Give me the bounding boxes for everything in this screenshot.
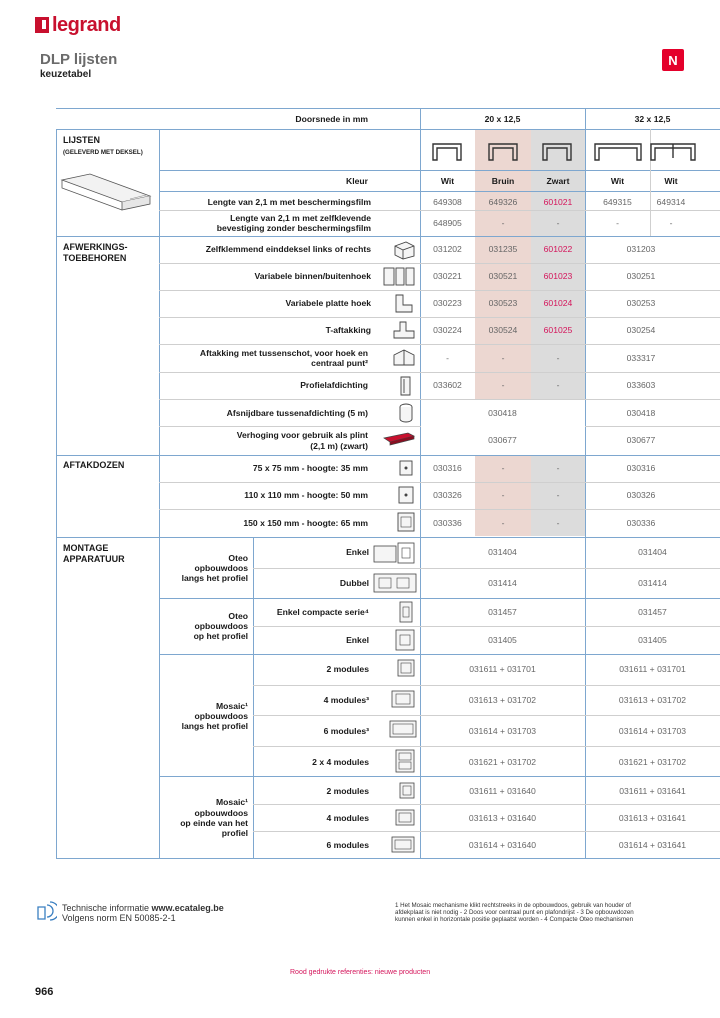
ref: - <box>501 463 505 473</box>
footnote-line-3: kunnen enkel in horizontale positie geplaatst worden - 4 Compacte Oteo mechanismen <box>395 916 634 923</box>
row-tussenschot-label-1: Aftakking met tussenschot, voor hoek en <box>199 348 368 358</box>
new-badge: N <box>662 49 684 71</box>
ref: 649326 <box>488 197 518 207</box>
ref: - <box>669 218 673 228</box>
row-verhoging-label-1: Verhoging voor gebruik als plint <box>236 430 368 440</box>
legrand-logo-text: legrand <box>52 13 121 36</box>
ref: 031611 + 031640 <box>469 786 536 796</box>
mosaic1-label-2: opbouwdoos <box>194 711 248 721</box>
ref: - <box>556 353 560 363</box>
ref: 031457 <box>488 607 517 617</box>
norm-text: Volgens norm EN 50085-2-1 <box>62 913 176 923</box>
ref: 030677 <box>488 435 517 445</box>
section-afwerking-2: TOEBEHOREN <box>63 253 127 263</box>
montage-row-label: Dubbel <box>339 578 369 588</box>
row-profiel-label: Profielafdichting <box>300 380 368 390</box>
profile-zwart-icon <box>540 140 574 162</box>
junction-box-110-icon <box>397 485 415 505</box>
ref: 031614 + 031641 <box>618 840 687 850</box>
section-aftakdozen: AFTAKDOZEN <box>63 460 125 470</box>
ref: 030418 <box>626 408 656 418</box>
technical-info <box>62 903 224 913</box>
ref: 030316 <box>433 463 462 473</box>
skirting-extension-icon <box>382 430 416 448</box>
ref: 030254 <box>626 325 656 335</box>
ref: 649315 <box>603 197 632 207</box>
ref: 030251 <box>626 271 656 281</box>
color-zwart: Zwart <box>546 176 570 186</box>
color-wit-2: Wit <box>610 176 625 186</box>
row-doos150-label: 150 x 150 mm - hoogte: 65 mm <box>243 518 368 528</box>
ref: 033603 <box>626 380 656 390</box>
mosaic2-label-3: op einde van het <box>180 818 248 828</box>
ref: 031404 <box>488 547 517 557</box>
ref: 649314 <box>656 197 686 207</box>
ref: 030224 <box>433 325 462 335</box>
ref: 031203 <box>626 244 656 254</box>
ref-new: 601021 <box>543 197 573 207</box>
mosaic-6-modules-icon <box>388 718 418 742</box>
ref: 030253 <box>626 298 656 308</box>
oteo2-label-1: Oteo <box>228 611 248 621</box>
section-afwerking-1: AFWERKINGS- <box>63 242 128 252</box>
oteo-compact-icon <box>398 600 414 624</box>
ref: - <box>501 353 505 363</box>
row-lengte2-label-1: Lengte van 2,1 m met zelfklevende <box>230 213 371 223</box>
ref: - <box>616 218 619 228</box>
ref: 031414 <box>638 578 667 588</box>
montage-row-label: 2 x 4 modules <box>312 757 369 767</box>
color-label: Kleur <box>346 176 368 186</box>
mosaic1-label-3: langs het profiel <box>181 721 248 731</box>
ref: - <box>556 380 560 390</box>
ref: - <box>501 518 505 528</box>
ref: - <box>501 490 505 500</box>
junction-box-150-icon <box>396 511 416 533</box>
section-montage-1: MONTAGE <box>63 543 109 553</box>
montage-row-label: 4 modules³ <box>323 695 369 705</box>
ref-new: 601023 <box>543 271 573 281</box>
ref: 030336 <box>433 518 462 528</box>
ref: 031202 <box>433 244 462 254</box>
ref: 030223 <box>433 298 462 308</box>
end-cap-icon <box>392 240 416 260</box>
ref: 031614 + 031703 <box>618 726 687 736</box>
ref: 030221 <box>433 271 462 281</box>
oteo-single-box-icon <box>372 541 418 565</box>
profile-32-divided-icon <box>648 140 698 162</box>
ref: 031621 + 031702 <box>468 757 537 767</box>
section-montage-2: APPARATUUR <box>63 554 125 564</box>
row-lengte2-label-2: bevestiging zonder beschermingsfilm <box>216 223 371 233</box>
mosaic-end-2-modules-icon <box>398 780 416 802</box>
ref: 030326 <box>433 490 462 500</box>
oteo1-label-2: opbouwdoos <box>194 563 248 573</box>
size-20: 20 x 12,5 <box>484 114 521 124</box>
montage-row-label: Enkel <box>346 635 369 645</box>
divider-branch-icon <box>392 347 416 369</box>
montage-row-label: Enkel compacte serie⁴ <box>276 607 369 617</box>
table-top-rule <box>56 108 720 109</box>
oteo2-label-3: op het profiel <box>193 631 248 641</box>
technical-info-prefix: Technische informatie <box>62 903 152 913</box>
montage-row-label: 6 modules <box>326 840 369 850</box>
footnote-line-2: afdekplaat is niet nodig - 2 Doos voor centraal punt en plafondrijst - 3 De opbouwdozen <box>395 909 634 916</box>
ref: 030521 <box>488 271 518 281</box>
row-tussenschot-label-2: centraal punt² <box>311 358 368 368</box>
ref: - <box>556 218 560 228</box>
page-subtitle: keuzetabel <box>40 69 92 80</box>
mosaic-2-modules-icon <box>396 657 416 681</box>
ref: 030336 <box>626 518 656 528</box>
trunking-image <box>60 172 152 214</box>
profile-wit-icon <box>430 140 464 162</box>
montage-row-label: 2 modules <box>326 786 369 796</box>
ref: - <box>556 490 560 500</box>
ref: 031613 + 031640 <box>468 813 537 823</box>
ref-new: 601022 <box>543 244 573 254</box>
ref: - <box>556 463 560 473</box>
ref: 033602 <box>433 380 462 390</box>
ref: 031614 + 031640 <box>468 840 537 850</box>
ref: 031611 + 031701 <box>619 664 686 674</box>
seal-roll-icon <box>397 402 415 424</box>
ref: - <box>446 353 449 363</box>
mosaic-end-4-modules-icon <box>394 807 416 829</box>
ref: 031621 + 031702 <box>618 757 687 767</box>
ref: 031404 <box>638 547 667 557</box>
mosaic2-label-4: profiel <box>221 828 248 838</box>
cross-section-label: Doorsnede in mm <box>295 114 368 124</box>
ref: 648905 <box>433 218 462 228</box>
row-platte-label: Variabele platte hoek <box>285 298 371 308</box>
row-taftakking-label: T-aftakking <box>325 325 371 335</box>
ref: - <box>501 380 505 390</box>
profile-seal-icon <box>398 375 414 397</box>
montage-row-label: 4 modules <box>326 813 369 823</box>
ref: 030326 <box>626 490 656 500</box>
ref: 649308 <box>433 197 462 207</box>
t-branch-icon <box>392 319 416 341</box>
ref-new: 601024 <box>543 298 573 308</box>
ref: 031414 <box>488 578 517 588</box>
ref: 030418 <box>488 408 517 418</box>
ref: 031457 <box>638 607 667 617</box>
profile-bruin-icon <box>486 140 520 162</box>
ref: 030524 <box>488 325 518 335</box>
ref: 031405 <box>488 635 517 645</box>
montage-row-label: 2 modules <box>326 664 369 674</box>
page-title: DLP lijsten <box>40 51 118 68</box>
mosaic-end-6-modules-icon <box>390 834 416 856</box>
montage-row-label: Enkel <box>346 547 369 557</box>
footnote-line-1: 1 Het Mosaic mechanisme klikt rechtstreeks in de opbouwdoos, gebruik van houder of <box>395 902 631 909</box>
ref: 031613 + 031641 <box>618 813 687 823</box>
ref: - <box>556 518 560 528</box>
size-32: 32 x 12,5 <box>634 114 671 124</box>
ecataleg-link[interactable]: www.ecataleg.be <box>151 903 224 913</box>
ref-new: 601025 <box>543 325 573 335</box>
ref: 033317 <box>626 353 656 363</box>
technical-info-icon <box>35 901 57 921</box>
mosaic-4-modules-icon <box>390 688 416 712</box>
profile-32-icon <box>592 140 644 162</box>
ref: 031405 <box>638 635 667 645</box>
ref: 030677 <box>626 435 656 445</box>
section-lijsten: LIJSTEN <box>63 135 101 145</box>
row-einddeksel-label: Zelfklemmend einddeksel links of rechts <box>205 244 371 254</box>
row-doos75-label: 75 x 75 mm - hoogte: 35 mm <box>252 463 368 473</box>
page-number: 966 <box>35 986 54 998</box>
junction-box-75-icon <box>398 458 414 478</box>
mosaic1-label-1: Mosaic¹ <box>216 701 248 711</box>
oteo1-label-1: Oteo <box>228 553 248 563</box>
oteo-single-on-profile-icon <box>394 628 416 652</box>
ref: 031611 + 031701 <box>469 664 536 674</box>
color-wit-1: Wit <box>440 176 455 186</box>
legrand-logo <box>35 14 121 36</box>
table-bottom-rule <box>56 858 720 859</box>
ref: 031613 + 031702 <box>618 695 687 705</box>
ref: 031235 <box>488 244 518 254</box>
oteo2-label-2: opbouwdoos <box>194 621 248 631</box>
row-afsnijdbare-label: Afsnijdbare tussenafdichting (5 m) <box>226 408 368 418</box>
flat-corner-icon <box>393 292 415 314</box>
oteo1-label-3: langs het profiel <box>181 573 248 583</box>
montage-row-label: 6 modules³ <box>323 726 369 736</box>
row-verhoging-label-2: (2,1 m) (zwart) <box>310 441 368 451</box>
legrand-logo-icon <box>35 17 49 33</box>
ref: 031613 + 031702 <box>468 695 537 705</box>
color-wit-3: Wit <box>664 176 678 186</box>
mosaic2-label-2: opbouwdoos <box>194 808 248 818</box>
row-binnen-label: Variabele binnen/buitenhoek <box>254 271 371 281</box>
row-lengte1-label: Lengte van 2,1 m met beschermingsfilm <box>207 197 371 207</box>
ref: 031611 + 031641 <box>619 786 686 796</box>
section-lijsten-note: (GELEVERD MET DEKSEL) <box>63 149 143 156</box>
ref: - <box>501 218 505 228</box>
new-products-legend: Rood gedrukte referenties: nieuwe producten <box>290 969 431 976</box>
mosaic2-label-1: Mosaic¹ <box>216 797 248 807</box>
mosaic-2x4-modules-icon <box>394 748 416 774</box>
inner-outer-corner-icon <box>382 265 416 287</box>
color-bruin: Bruin <box>491 176 515 186</box>
ref: 030523 <box>488 298 518 308</box>
ref: 030316 <box>626 463 656 473</box>
oteo-double-box-icon <box>372 570 418 596</box>
row-doos110-label: 110 x 110 mm - hoogte: 50 mm <box>244 490 368 500</box>
ref: 031614 + 031703 <box>468 726 537 736</box>
